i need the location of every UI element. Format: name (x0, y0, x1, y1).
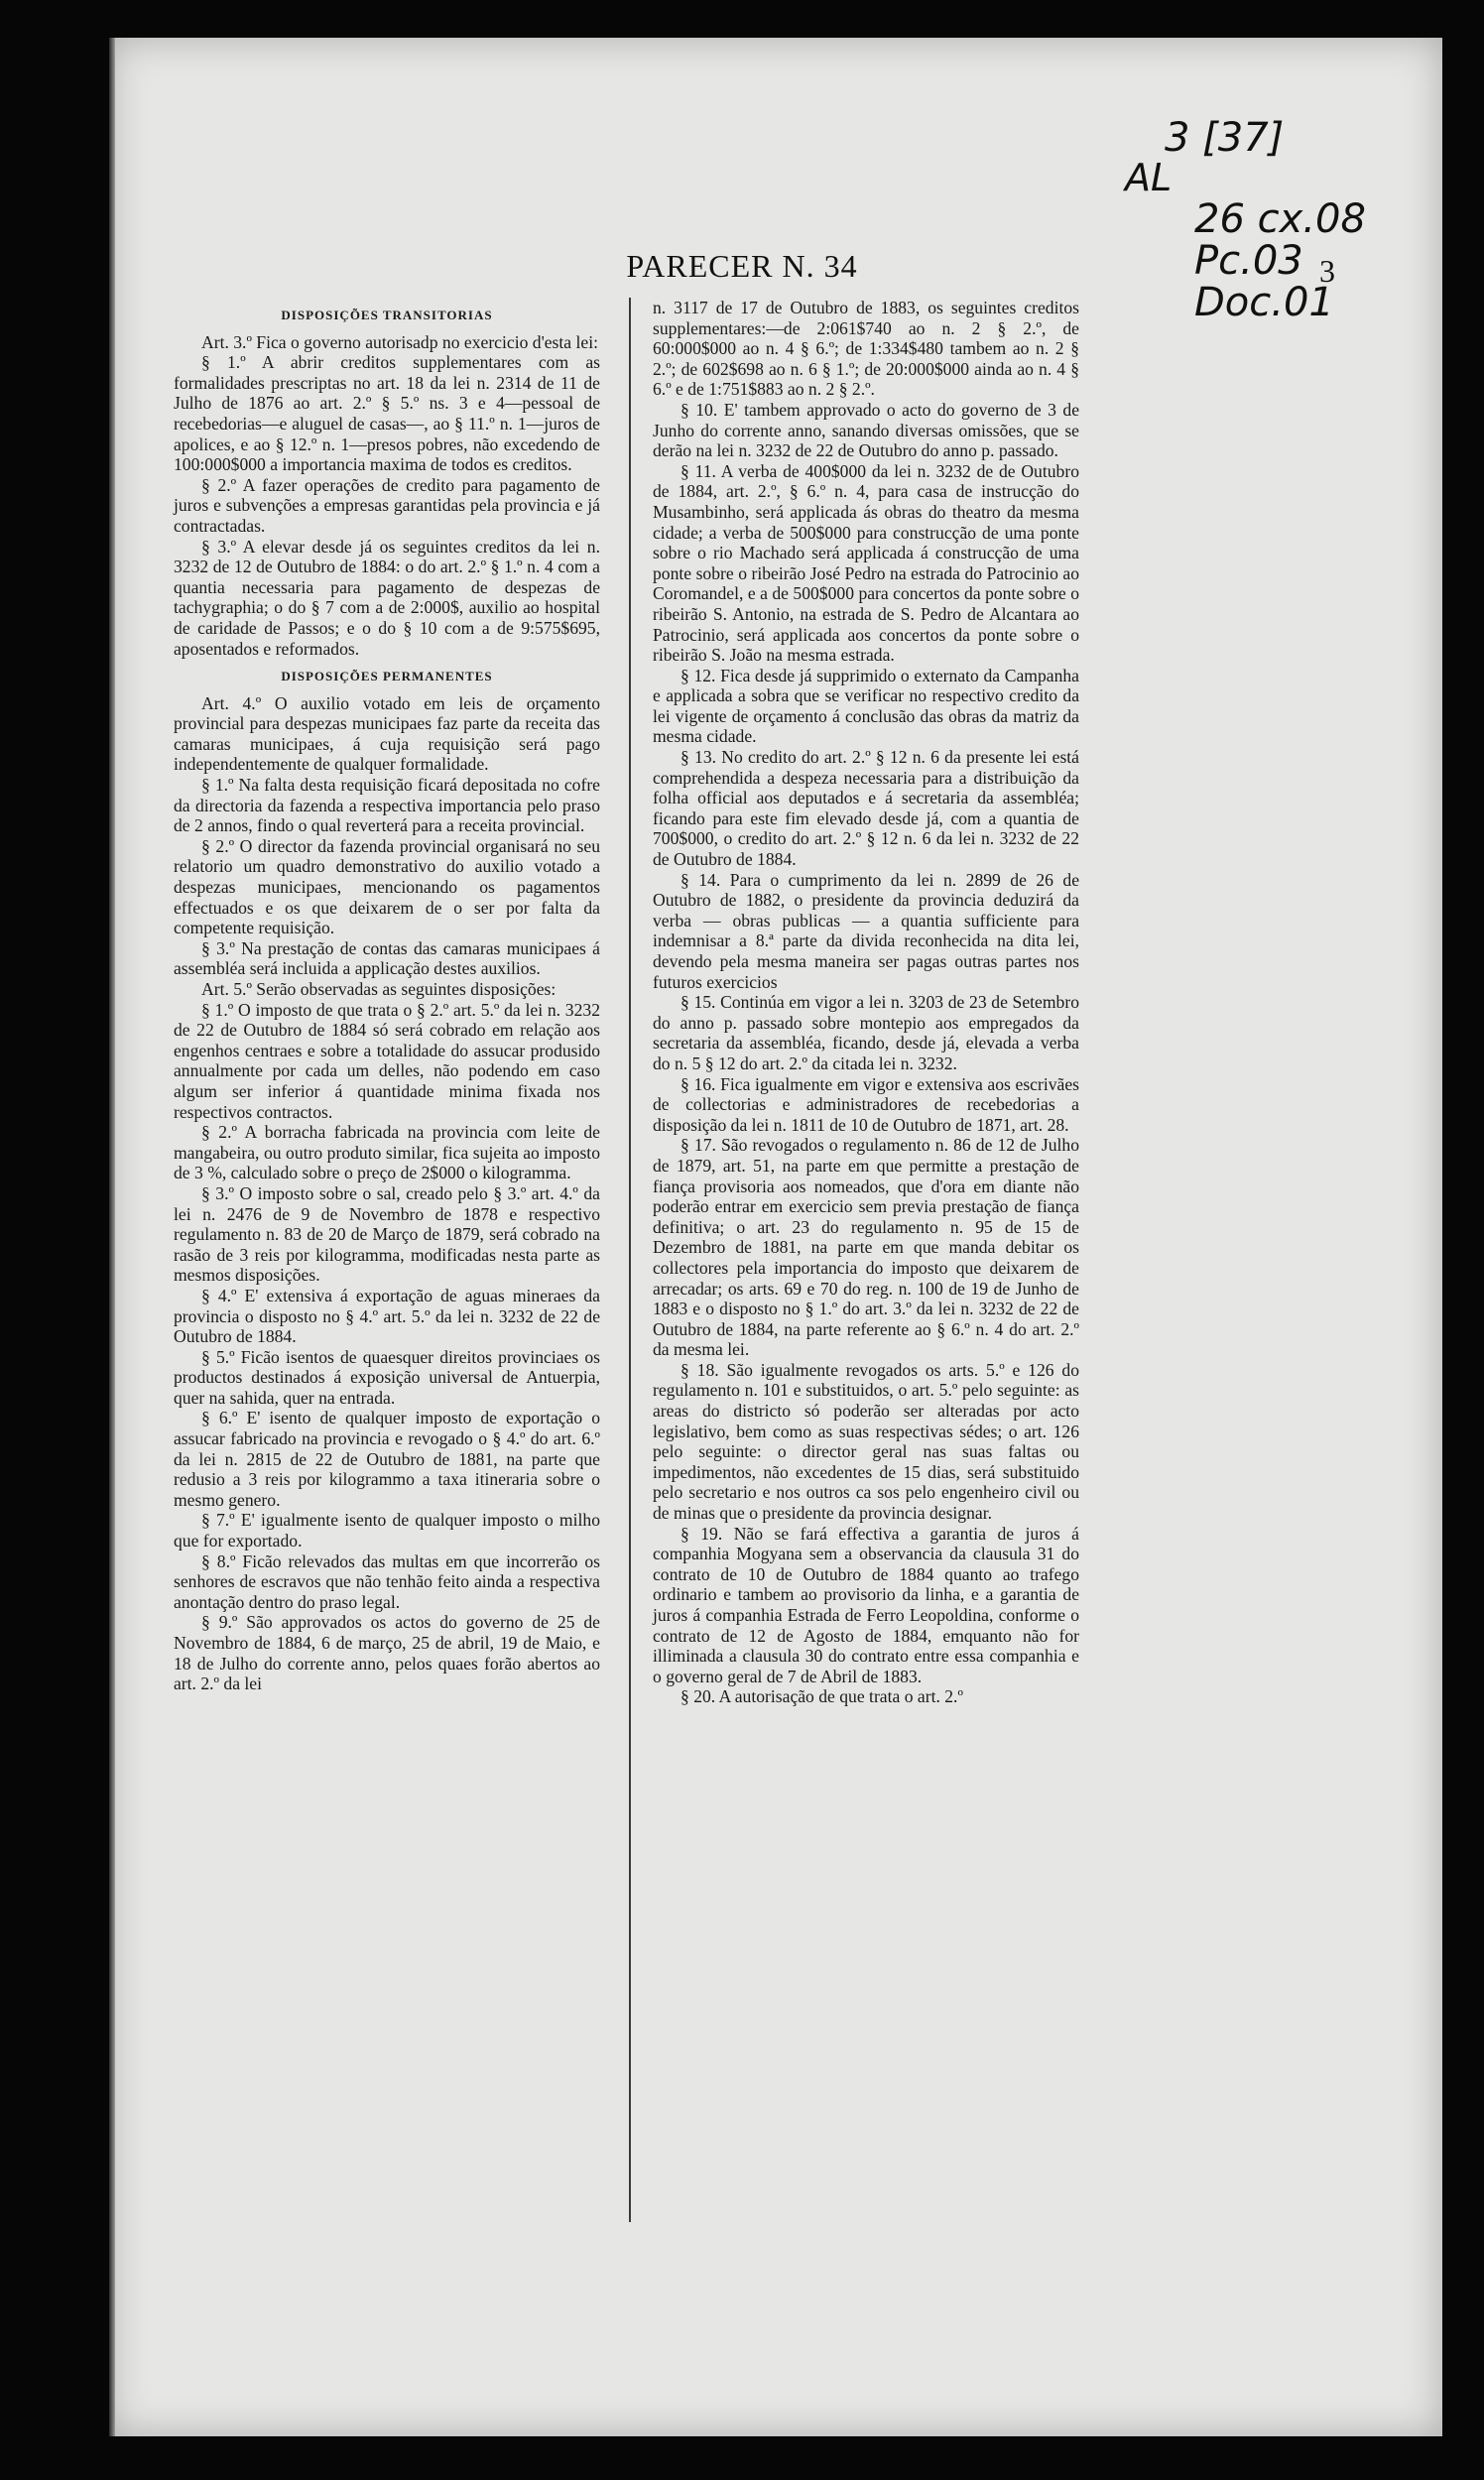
annotation-line: AL (1125, 156, 1173, 199)
annotation-line: Pc.03 (1194, 237, 1303, 284)
section-heading: DISPOSIÇÕES PERMANENTES (281, 669, 493, 684)
paragraph: § 19. Não se fará effectiva a garantia de juros á companhia Mogyana sem a observancia da clausula 31 do contrato de 10 de Outubro de 1884 quanto ao trafego ordinario e tambem ao provisorio da linha, e a garantia de juros á companhia Estrada de Ferro Leopoldina, conforme o contrato de 12 de Agosto de 1884, emquanto não for illiminada a clausula 30 do contrato entre essa companhia e o governo geral de 7 de Abril de 1883. (653, 1523, 1079, 1686)
paragraph: § 2.º A borracha fabricada na provincia com leite de mangabeira, ou outro produto similar, fica sujeita ao imposto de 3 %, calculado sobre o preço de 2$000 o kilogramma. (174, 1122, 600, 1183)
handwritten-annotations (1125, 115, 1383, 325)
paragraph: § 2.º O director da fazenda provincial organisará no seu relatorio um quadro demonstrativo do auxilio votado a despezas municipaes, mencionando os pagamentos effectuados e os que deixarem de o ser por falta da competente requisição. (174, 835, 600, 938)
paragraph: § 20. A autorisação de que trata o art. 2.º (680, 1686, 963, 1707)
left-column (174, 298, 600, 1694)
page-edge (109, 38, 115, 2436)
paragraph: § 1.º O imposto de que trata o § 2.º art. 5.º da lei n. 3232 de 22 de Outubro de 1884 só será cobrado em relação aos engenhos centraes e sobre a totalidade do assucar produsido annualmente por cada um delles, não podendo em caso algum ser inferior á quantidade minima fixada nos respectivos contractos. (174, 999, 600, 1122)
paragraph: § 4.º E' extensiva á exportação de aguas mineraes da provincia o disposto no § 4.º art. 5.º da lei n. 3232 de 22 de Outubro de 1884. (174, 1285, 600, 1347)
paragraph: § 6.º E' isento de qualquer imposto de exportação o assucar fabricado na provincia e revogado o § 4.º do art. 6.º da lei n. 2815 de 22 de Outubro de 1881, na parte que redusio a 3 reis por kilogrammo a taxa itineraria sobre o mesmo genero. (174, 1408, 600, 1510)
right-column (653, 298, 1079, 1707)
paragraph-continued: n. 3117 de 17 de Outubro de 1883, os seguintes creditos supplementares:—de 2:061$740 ao n. 2 § 2.º, de 60:000$000 ao n. 4 § 6.º; de 1:334$480 tambem ao n. 2 § 2.º; de 602$698 ao n. 6 § 1.º; de 20:000$000 ainda ao n. 4 § 6.º e de 1:751$883 ao n. 2 § 2.º. (653, 298, 1079, 400)
paragraph: § 2.º A fazer operações de credito para pagamento de juros e subvenções a empresas garantidas pela provincia e já contractadas. (174, 474, 600, 536)
paragraph: § 17. São revogados o regulamento n. 86 de 12 de Julho de 1879, art. 51, na parte em que permitte a prestação de fiança provisoria aos nomeados, que d'ora em diante não poderão entrar em exercicio sem previa prestação de fiança definitiva; o art. 23 do regulamento n. 95 de 15 de Dezembro de 1881, na parte em que manda debitar os collectores pela importancia do imposto que deixarem de arrecadar; os arts. 69 e 70 do reg. n. 100 de 19 de Junho de 1883 e o disposto no § 1.º do art. 3.º da lei n. 3232 de 22 de Outubro de 1884, na parte referente ao § 6.º n. 4 do art. 2.º da mesma lei. (653, 1135, 1079, 1360)
annotation-line: 26 cx.08 (1194, 195, 1366, 242)
page-title: PARECER N. 34 (626, 248, 858, 284)
paragraph: § 15. Continúa em vigor a lei n. 3203 de 23 de Setembro do anno p. passado sobre montepio aos empregados da secretaria da assembléa, ficando, desde já, elevada a verba do n. 5 § 12 do art. 2.º da citada lei n. 3232. (653, 992, 1079, 1073)
paragraph: Art. 4.º O auxilio votado em leis de orçamento provincial para despezas municipaes faz parte da receita das camaras municipaes, á cuja requisição será pago independentemente de qualquer formalidade. (174, 692, 600, 775)
paragraph: § 18. São igualmente revogados os arts. 5.º e 126 do regulamento n. 101 e substituidos, o art. 5.º pelo seguinte: as areas do districto só poderão ser alteradas por acto legislativo, bem como as suas respectivas sédes; o art. 126 pelo seguinte: o director geral nas suas faltas ou impedimentos, não excedentes de 15 dias, será substituido pelo secretario e nos outros ca sos pelo engenheiro civil ou de minas que o presidente da provincia designar. (653, 1359, 1079, 1524)
annotation-line: Doc.01 (1194, 279, 1334, 325)
paragraph: § 5.º Ficão isentos de quaesquer direitos provinciaes os productos destinados á exposição universal de Antuerpia, quer na sahida, quer na entrada. (174, 1346, 600, 1408)
paragraph: § 16. Fica igualmente em vigor e extensiva aos escrivães de collectorias e administradores de recebedorias a disposição da lei n. 1811 de 10 de Outubro de 1871, art. 28. (653, 1073, 1079, 1135)
paragraph: § 9.º São approvados os actos do governo de 25 de Novembro de 1884, 6 de março, 25 de abril, 19 de Maio, e 18 de Julho do corrente anno, pelos quaes forão abertos ao art. 2.º da lei (174, 1612, 600, 1694)
paragraph: § 10. E' tambem approvado o acto do governo de 3 de Junho do corrente anno, sanando diversas omissões, que se derão na lei n. 3232 de 22 de Outubro do anno p. passado. (653, 399, 1079, 461)
paragraph: § 3.º A elevar desde já os seguintes creditos da lei n. 3232 de 12 de Outubro de 1884: o do art. 2.º § 1.º n. 4 com a quantia necessaria para pagamento de despezas de tachygraphia; o do § 7 com a de 2:000$, auxilio ao hospital de caridade de Passos; e o do § 10 com a de 9:575$695, aposentados e reformados. (174, 536, 600, 659)
paragraph: § 3.º Na prestação de contas das camaras municipaes á assembléa será incluida a applicação destes auxilios. (174, 937, 600, 979)
column-divider (629, 298, 631, 2222)
annotation-line: 3 [37] (1165, 115, 1285, 161)
paragraph: Art. 5.º Serão observadas as seguintes disposições: (201, 979, 556, 999)
page-number: 3 (1319, 253, 1335, 289)
paragraph: § 3.º O imposto sobre o sal, creado pelo § 3.º art. 4.º da lei n. 2476 de 9 de Novembro de 1878 e respectivo regulamento n. 83 de 20 de Março de 1879, será cobrado na rasão de 3 reis por kilogramma, modificadas nesta parte as mesmos disposições. (174, 1182, 600, 1286)
paragraph: § 8.º Ficão relevados das multas em que incorrerão os senhores de escravos que não tenhão feito ainda a respectiva anontação dentro do praso legal. (174, 1550, 600, 1612)
paragraph: Art. 3.º Fica o governo autorisadp no exercicio d'esta lei: (201, 331, 598, 352)
paragraph: § 14. Para o cumprimento da lei n. 2899 de 26 de Outubro de 1882, o presidente da provincia deduzirá da verba — obras publicas — a quantia sufficiente para indemnisar a 8.ª parte da divida reconhecida na dita lei, devendo pela mesma maneira ser pagas outras partes nos futuros exercicios (653, 869, 1079, 992)
section-heading: DISPOSIÇÕES TRANSITORIAS (281, 308, 493, 322)
paragraph: § 11. A verba de 400$000 da lei n. 3232 de de Outubro de 1884, art. 2.º, § 6.º n. 4, para casa de instrucção do Musambinho, será applicada ás obras do theatro da mesma cidade; a verba de 500$000 para construcção de uma ponte sobre o rio Machado será applicada á construcção de uma ponte sobre o ribeirão José Pedro na estrada do Patrocinio ao Coromandel, e a de 500$000 para concertos da ponte sobre o ribeirão S. Antonio, na estrada de S. Pedro de Alcantara ao Patrocinio, será applicada aos concertos da ponte sobre o ribeirão S. João na mesma estrada. (653, 460, 1079, 666)
paragraph: § 1.º Na falta desta requisição ficará depositada no cofre da directoria da fazenda a respectiva importancia pelo praso de 2 annos, findo o qual reverterá para a receita provincial. (174, 775, 600, 836)
paragraph: § 1.º A abrir creditos supplementares com as formalidades prescriptas no art. 18 da lei n. 2314 de 11 de Julho de 1876 ao art. 2.º § 5.º ns. 3 e 4—pessoal de recebedorias—e aluguel de casas—, ao § 11.º n. 1—juros de apolices, e ao § 12.º n. 1—presos pobres, não excedendo de 100:000$000 a importancia maxima de todos es creditos. (174, 352, 600, 475)
paragraph: § 13. No credito do art. 2.º § 12 n. 6 da presente lei está comprehendida a despeza necessaria para a distribuição da folha official aos deputados e á secretaria da assembléa; ficando para este fim elevado desde já, com a quantia de 700$000, o credito do art. 2.º § 12 n. 6 da lei n. 3232 de 22 de Outubro de 1884. (653, 747, 1079, 870)
paragraph: § 12. Fica desde já supprimido o externato da Campanha e applicada a sobra que se verificar no respectivo credito da lei vigente de orçamento á conclusão das obras da matriz da mesma cidade. (653, 665, 1079, 747)
paragraph: § 7.º E' igualmente isento de qualquer imposto o milho que for exportado. (174, 1510, 600, 1551)
